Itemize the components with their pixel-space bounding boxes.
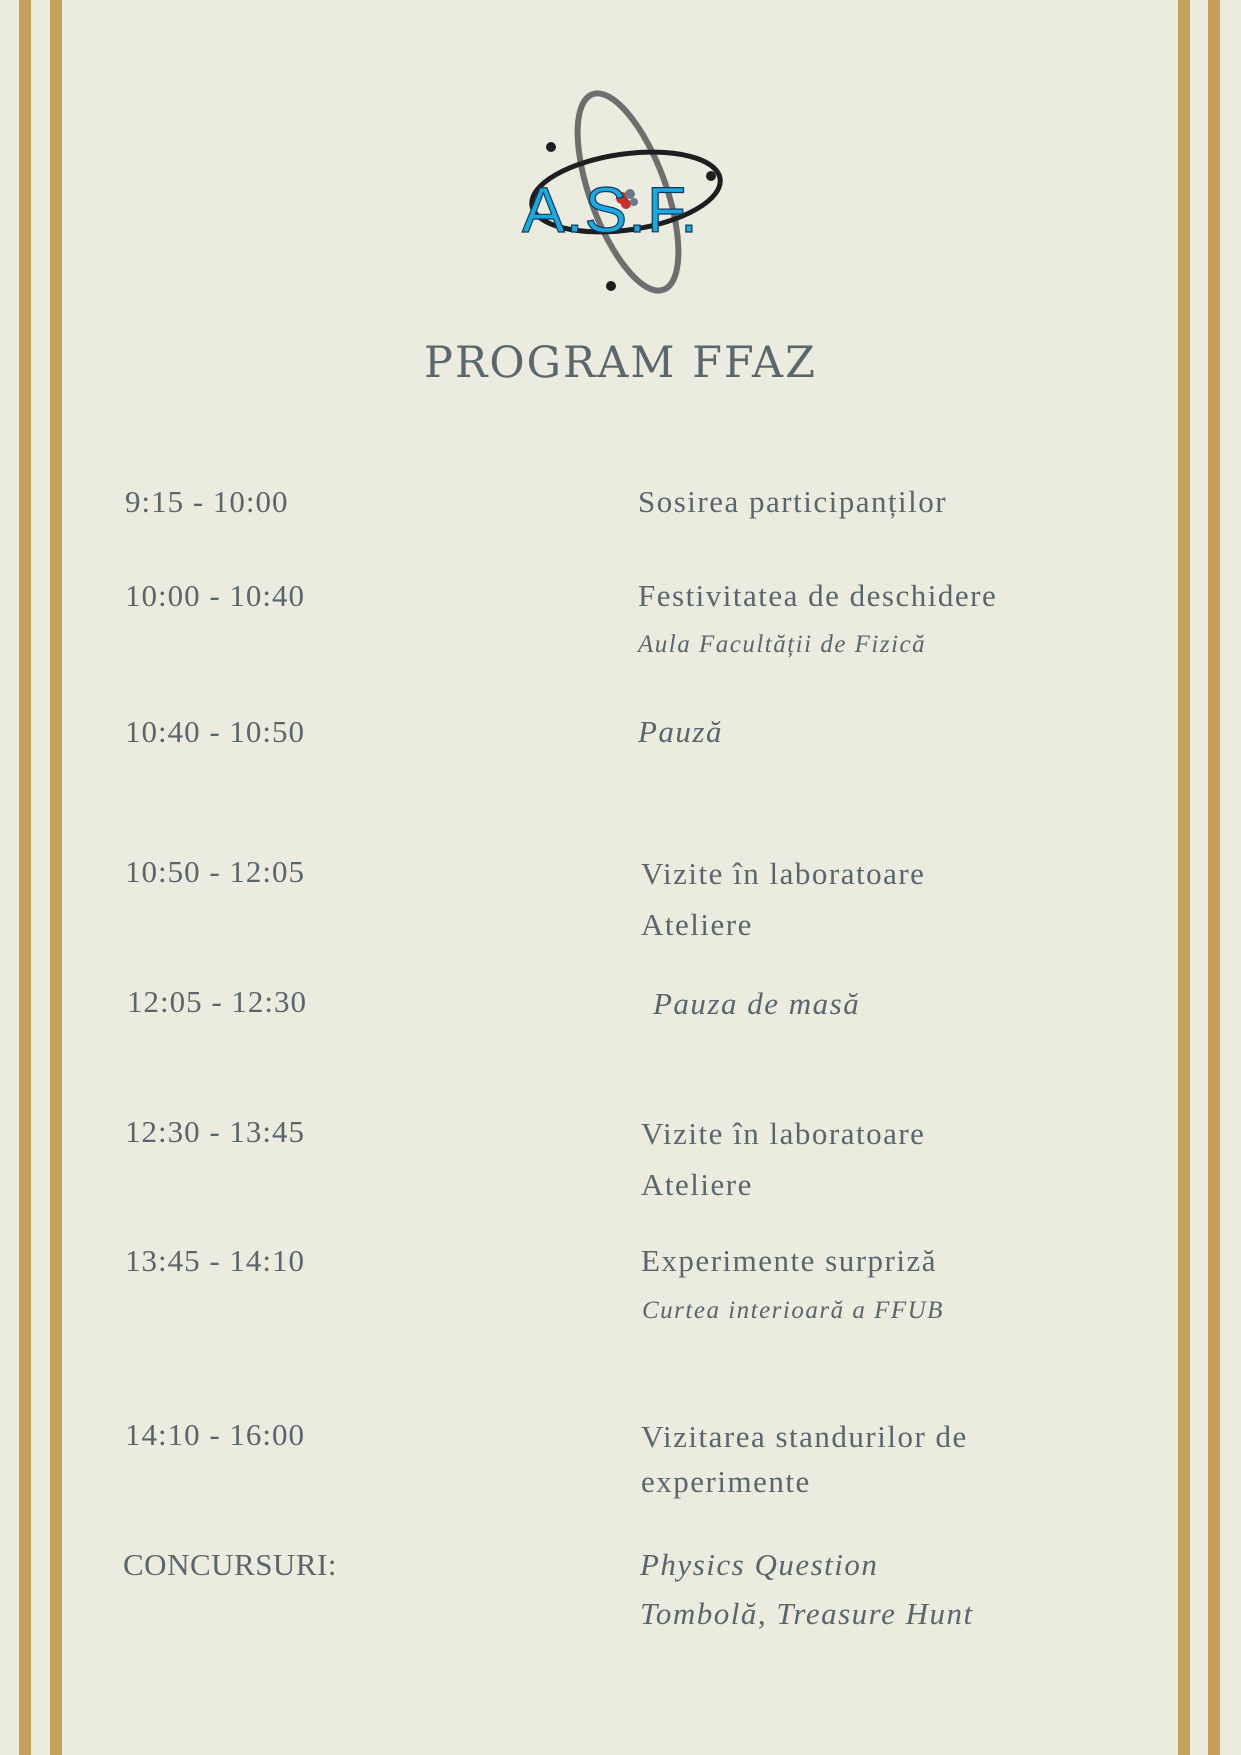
left-border-inner [50,0,62,1755]
time-slot-2: 10:00 - 10:40 [125,578,306,613]
contests-label: CONCURSURI: [123,1547,337,1582]
activity-5: Pauza de masă [653,986,861,1021]
activity-8-line2: experimente [641,1464,811,1499]
right-border-outer [1208,0,1220,1755]
contest-line-2: Tombolă, Treasure Hunt [640,1596,974,1631]
activity-8: Vizitarea standurilor de [641,1419,968,1454]
right-border-inner [1178,0,1190,1755]
time-slot-4: 10:50 - 12:05 [125,854,306,889]
activity-4-line2: Ateliere [641,907,753,942]
time-slot-6: 12:30 - 13:45 [125,1114,306,1149]
page-title: PROGRAM FFAZ [424,338,817,388]
location-2: Aula Facultății de Fizică [638,631,927,658]
activity-3: Pauză [638,714,723,749]
asf-logo [516,84,734,302]
logo-text: A.S.F. [522,174,699,246]
activity-1: Sosirea participanților [638,484,948,519]
activity-7: Experimente surpriză [641,1243,937,1278]
time-slot-3: 10:40 - 10:50 [125,714,306,749]
location-7: Curtea interioară a FFUB [642,1297,944,1324]
time-slot-8: 14:10 - 16:00 [125,1417,306,1452]
time-slot-7: 13:45 - 14:10 [125,1243,306,1278]
time-slot-5: 12:05 - 12:30 [127,984,308,1019]
activity-6: Vizite în laboratoare [641,1116,926,1151]
activity-2: Festivitatea de deschidere [638,578,998,613]
contest-line-1: Physics Question [640,1547,879,1582]
time-slot-1: 9:15 - 10:00 [125,484,289,519]
left-border-outer [19,0,31,1755]
activity-6-line2: Ateliere [641,1167,753,1202]
activity-4: Vizite în laboratoare [641,856,926,891]
